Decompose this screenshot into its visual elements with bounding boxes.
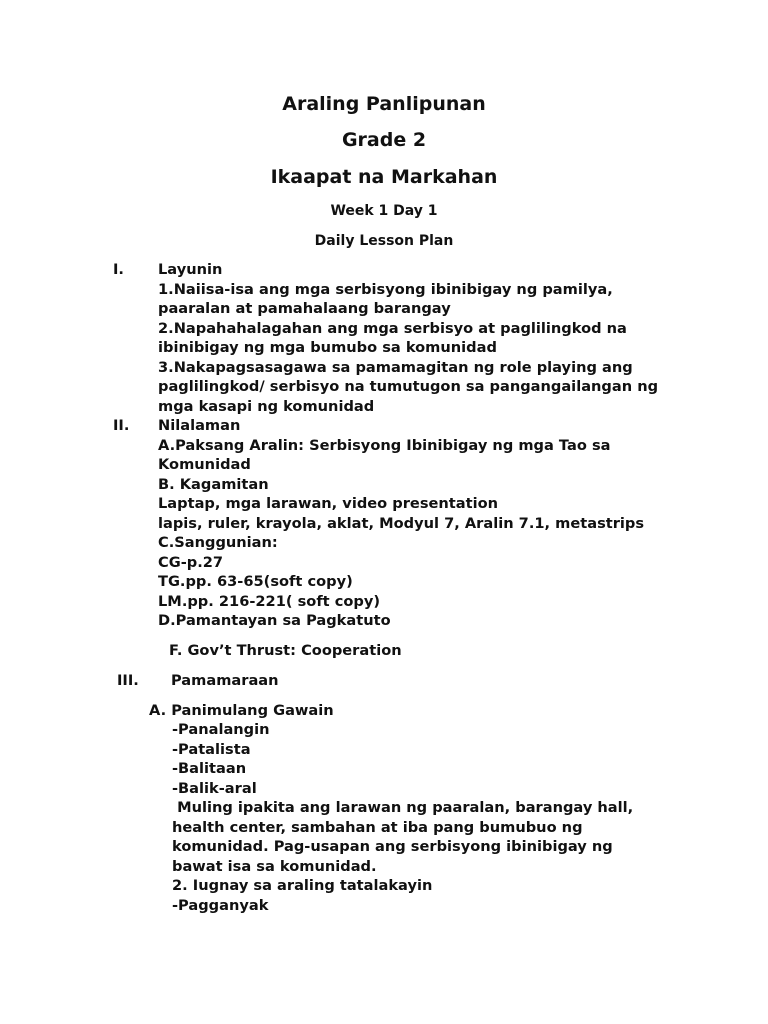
govt-thrust: F. Gov’t Thrust: Cooperation xyxy=(169,642,402,659)
objective-line: mga kasapi ng komunidad xyxy=(158,398,375,415)
grade-heading: Grade 2 xyxy=(341,129,427,151)
content-line: CG-p.27 xyxy=(158,554,224,571)
document-title: Araling Panlipunan xyxy=(282,93,486,115)
section-heading: Nilalaman xyxy=(158,417,241,434)
objective-line: paglilingkod/ serbisyo na tumutugon sa pangangailangan ng xyxy=(158,378,659,395)
content-line: D.Pamantayan sa Pagkatuto xyxy=(158,612,391,629)
content-line: A.Paksang Aralin: Serbisyong Ibinibigay ng mga Tao sa xyxy=(158,437,611,454)
content-line: Laptap, mga larawan, video presentation xyxy=(158,495,499,512)
procedure-line: bawat isa sa komunidad. xyxy=(172,858,377,875)
procedure-line: -Balik-aral xyxy=(172,780,257,797)
objective-line: 1.Naiisa-isa ang mga serbisyong ibinibigay ng pamilya, xyxy=(158,281,613,298)
procedure-line: Muling ipakita ang larawan ng paaralan, barangay hall, xyxy=(172,799,634,816)
lesson-plan-label: Daily Lesson Plan xyxy=(314,233,454,249)
procedure-line: komunidad. Pag-usapan ang serbisyong ibinibigay ng xyxy=(172,838,613,855)
section-heading: Layunin xyxy=(158,261,223,278)
sub-heading: A. Panimulang Gawain xyxy=(149,702,334,719)
week-day-label: Week 1 Day 1 xyxy=(330,203,438,219)
content-line: C.Sanggunian: xyxy=(158,534,278,551)
section-numeral: II. xyxy=(113,417,130,434)
procedure-line: -Patalista xyxy=(172,741,251,758)
content-line: lapis, ruler, krayola, aklat, Modyul 7, Aralin 7.1, metastrips xyxy=(158,515,645,532)
procedure-line: -Pagganyak xyxy=(172,897,269,914)
procedure-line: -Panalangin xyxy=(172,721,270,738)
objective-line: ibinibigay ng mga bumubo sa komunidad xyxy=(158,339,497,356)
section-numeral: III. xyxy=(117,672,139,689)
procedure-line: health center, sambahan at iba pang bumubuo ng xyxy=(172,819,583,836)
content-line: B. Kagamitan xyxy=(158,476,269,493)
section-numeral: I. xyxy=(113,261,124,278)
procedure-line: 2. Iugnay sa araling tatalakayin xyxy=(172,877,433,894)
content-line: Komunidad xyxy=(158,456,251,473)
content-line: LM.pp. 216-221( soft copy) xyxy=(158,593,381,610)
content-line: TG.pp. 63-65(soft copy) xyxy=(158,573,353,590)
section-heading: Pamamaraan xyxy=(171,672,279,689)
objective-line: 3.Nakapagsasagawa sa pamamagitan ng role playing ang xyxy=(158,359,633,376)
objective-line: 2.Napahahalagahan ang mga serbisyo at paglilingkod na xyxy=(158,320,627,337)
procedure-line: -Balitaan xyxy=(172,760,247,777)
quarter-heading: Ikaapat na Markahan xyxy=(270,166,498,188)
objective-line: paaralan at pamahalaang barangay xyxy=(158,300,451,317)
